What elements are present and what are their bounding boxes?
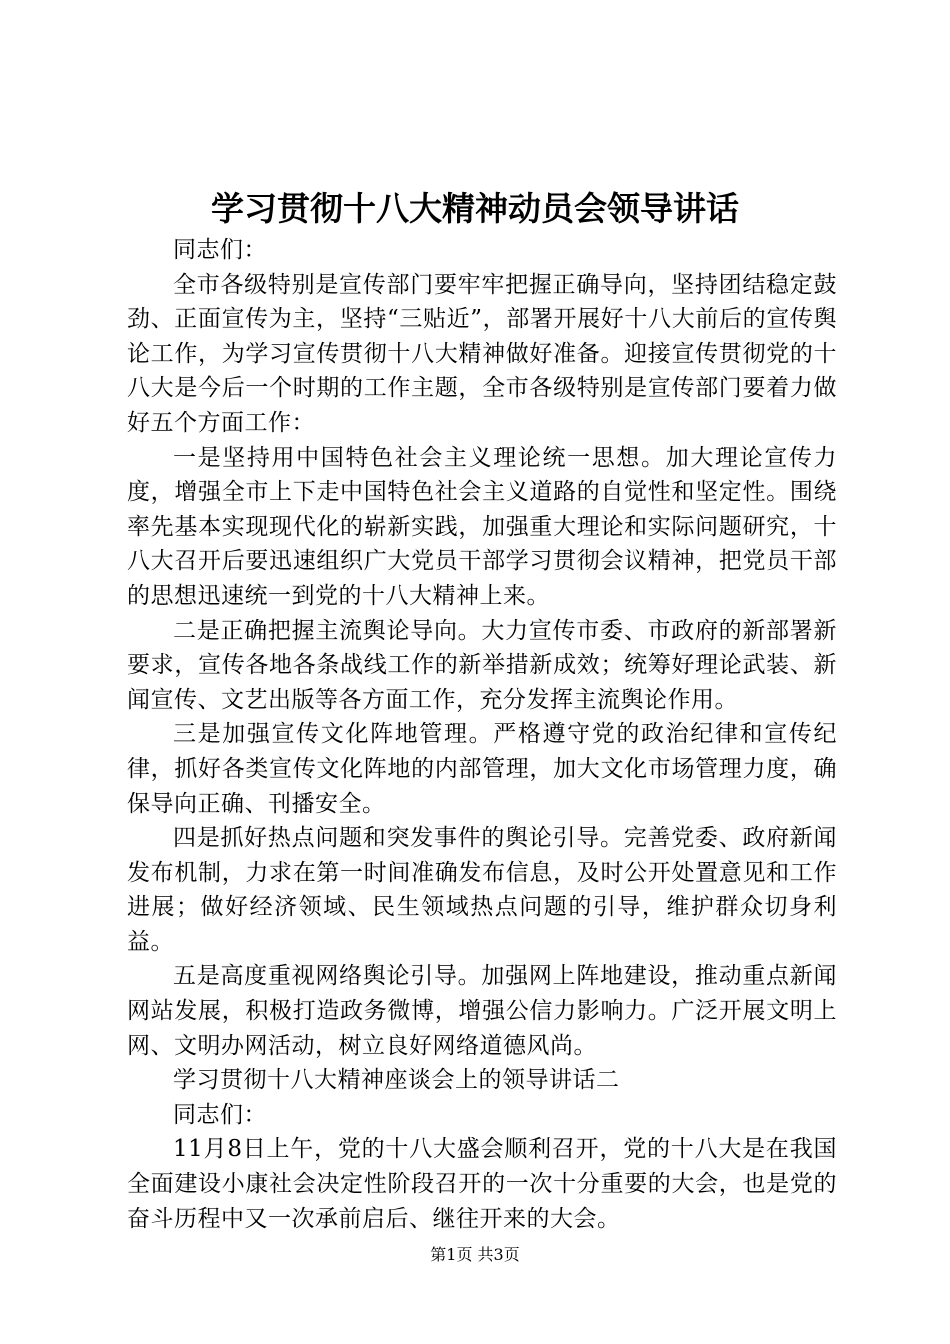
document-body [127, 233, 837, 1236]
body-paragraph: 一是坚持用中国特色社会主义理论统一思想。加大理论宣传力度，增强全市上下走中国特色社会主义道路的自觉性和坚定性。围绕率先基本实现现代化的崭新实践，加强重大理论和实际问题研究，十八大召开后要迅速组织广大党员干部学习贯彻会议精神，把党员干部的思想迅速统一到党的十八大精神上来。 [127, 444, 837, 609]
page-number-footer: 第1页 共3页 [430, 1245, 520, 1264]
section-heading: 学习贯彻十八大精神座谈会上的领导讲话二 [173, 1067, 620, 1094]
body-paragraph: 二是正确把握主流舆论导向。大力宣传市委、市政府的新部署新要求，宣传各地各条战线工作的新举措新成效；统筹好理论武装、新闻宣传、文艺出版等各方面工作，充分发挥主流舆论作用。 [127, 617, 837, 713]
body-paragraph: 四是抓好热点问题和突发事件的舆论引导。完善党委、政府新闻发布机制，力求在第一时间准确发布信息，及时公开处置意见和工作进展；做好经济领域、民生领域热点问题的引导，维护群众切身利益。 [127, 825, 837, 955]
salutation: 同志们： [173, 237, 267, 263]
body-paragraph: 三是加强宣传文化阵地管理。严格遵守党的政治纪律和宣传纪律，抓好各类宣传文化阵地的内部管理，加大文化市场管理力度，确保导向正确、刊播安全。 [127, 721, 837, 817]
body-paragraph: 11月8日上午，党的十八大盛会顺利召开，党的十八大是在我国全面建设小康社会决定性阶段召开的一次十分重要的大会，也是党的奋斗历程中又一次承前启后、继往开来的大会。 [127, 1136, 837, 1232]
body-paragraph: 五是高度重视网络舆论引导。加强网上阵地建设，推动重点新闻网站发展，积极打造政务微博，增强公信力影响力。广泛开展文明上网、文明办网活动，树立良好网络道德风尚。 [127, 963, 837, 1059]
document-title: 学习贯彻十八大精神动员会领导讲话 [211, 189, 739, 228]
salutation: 同志们： [173, 1101, 267, 1128]
body-paragraph: 全市各级特别是宣传部门要牢牢把握正确导向，坚持团结稳定鼓劲、正面宣传为主，坚持“三贴近”，部署开展好十八大前后的宣传舆论工作，为学习宣传贯彻十八大精神做好准备。迎接宣传贯彻党的十八大是今后一个时期的工作主题，全市各级特别是宣传部门要着力做好五个方面工作： [127, 271, 837, 436]
